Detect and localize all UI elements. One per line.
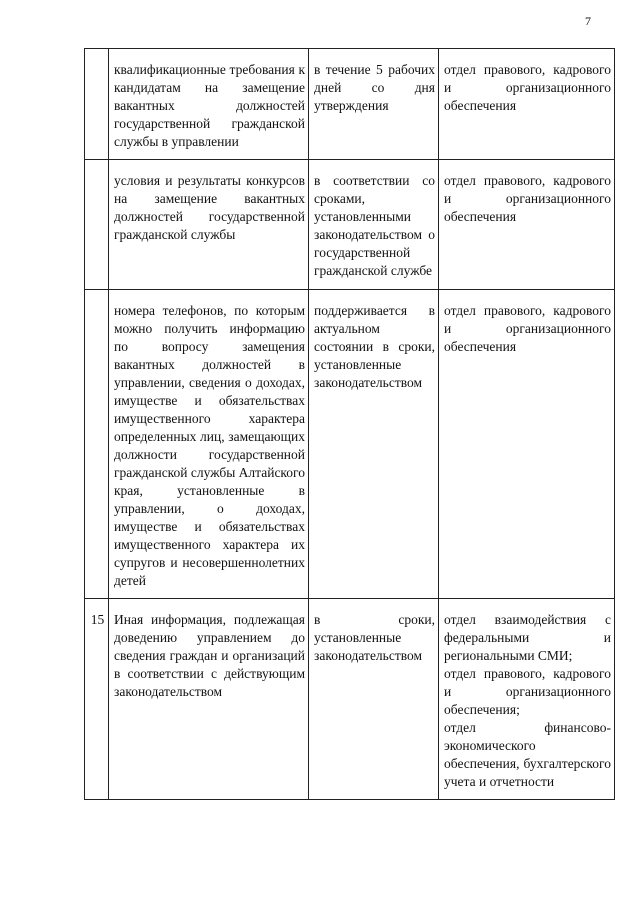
term-cell: в соответствии со сроками, установленными законодательством о государственной гражданской службе: [309, 160, 439, 290]
responsible-unit: отдел правового, кадрового и организационного обеспечения: [444, 303, 611, 354]
responsible-cell: [439, 160, 615, 290]
term-cell: в сроки, установленные законодательством: [309, 599, 439, 800]
responsible-unit: отдел взаимодействия с федеральными и региональными СМИ;: [444, 612, 611, 663]
table-row: [85, 49, 615, 160]
table-row: [85, 160, 615, 290]
info-cell: квалификационные требования к кандидатам на замещение вакантных должностей государственной гражданской службы в управлении: [109, 49, 309, 160]
responsible-unit: отдел правового, кадрового и организационного обеспечения;: [444, 666, 611, 717]
row-number: [85, 290, 109, 599]
row-number: [85, 49, 109, 160]
responsible-cell: [439, 49, 615, 160]
row-number: 15: [85, 599, 109, 800]
responsible-unit: отдел правового, кадрового и организационного обеспечения: [444, 62, 611, 113]
responsible-unit: отдел финансово-экономического обеспечения, бухгалтерского учета и отчетности: [444, 720, 611, 789]
term-cell: в течение 5 рабочих дней со дня утверждения: [309, 49, 439, 160]
table-row: [85, 599, 615, 800]
info-cell: номера телефонов, по которым можно получить информацию по вопросу замещения вакантных должностей в управлении, сведения о доходах, имуществе и обязательствах имущественного характера определенных лиц, замещающих должности государственной гражданской службы Алтайского края, установленные в управлении, о доходах, имуществе и обязательствах имущественного характера их супругов и несовершеннолетних детей: [109, 290, 309, 599]
responsible-cell: [439, 599, 615, 800]
term-cell: поддерживается в актуальном состоянии в сроки, установленные законодательством: [309, 290, 439, 599]
responsible-cell: [439, 290, 615, 599]
info-table: [84, 48, 615, 800]
info-cell: условия и результаты конкурсов на замещение вакантных должностей государственной гражданской службы: [109, 160, 309, 290]
row-number: [85, 160, 109, 290]
page-number: 7: [585, 14, 591, 28]
responsible-unit: отдел правового, кадрового и организационного обеспечения: [444, 173, 611, 224]
table-row: [85, 290, 615, 599]
info-cell: Иная информация, подлежащая доведению управлением до сведения граждан и организаций в соответствии с действующим законодательством: [109, 599, 309, 800]
